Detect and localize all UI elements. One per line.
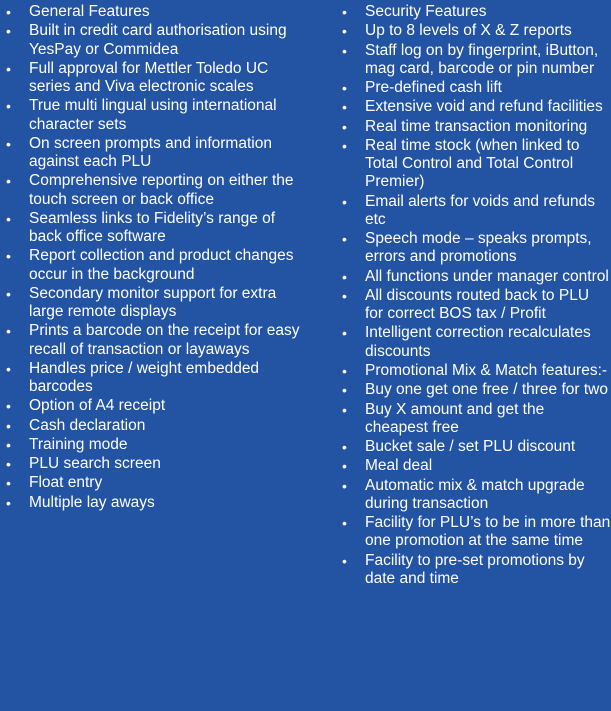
bullet-icon: •	[342, 287, 347, 304]
feature-text: Seamless links to Fidelity’s range of back office software	[29, 209, 276, 245]
feature-item	[336, 22, 611, 40]
feature-item	[0, 474, 300, 492]
feature-text: Secondary monitor support for extra large remote displays	[29, 284, 277, 320]
feature-text: Real time stock (when linked to Total Control and Total Control Premier)	[365, 136, 580, 191]
feature-item	[336, 552, 611, 588]
bullet-icon: •	[6, 475, 11, 492]
bullet-icon: •	[342, 268, 347, 285]
feature-item	[336, 230, 611, 266]
bullet-icon: •	[6, 60, 11, 77]
feature-item	[0, 135, 300, 171]
feature-text: Automatic mix & match upgrade during transaction	[365, 476, 585, 512]
bullet-icon: •	[342, 477, 347, 494]
feature-text: Facility for PLU’s to be in more than one promotion at the same time	[365, 514, 611, 550]
feature-item	[336, 514, 611, 550]
feature-text: Float entry	[29, 474, 103, 492]
feature-text: General Features	[29, 3, 150, 20]
feature-item	[0, 285, 300, 321]
bullet-icon: •	[342, 80, 347, 97]
bullet-icon: •	[6, 417, 11, 434]
bullet-icon: •	[6, 210, 11, 227]
feature-item	[336, 324, 611, 360]
feature-text: Email alerts for voids and refunds etc	[365, 192, 596, 228]
feature-text: Extensive void and refund facilities	[365, 98, 603, 116]
feature-text: Real time transaction monitoring	[365, 117, 588, 135]
feature-item	[0, 60, 300, 96]
bullet-icon: •	[6, 360, 11, 377]
feature-text: On screen prompts and information against each PLU	[29, 134, 272, 170]
bullet-icon: •	[342, 458, 347, 475]
security-features-list	[336, 3, 611, 589]
feature-text: Buy one get one free / three for two	[365, 381, 608, 399]
feature-item	[336, 457, 611, 475]
feature-text: Prints a barcode on the receipt for easy recall of transaction or layaways	[29, 322, 300, 358]
feature-text: Staff log on by fingerprint, iButton, mag card, barcode or pin number	[365, 41, 599, 77]
feature-text: Full approval for Mettler Toledo UC series and Viva electronic scales	[29, 59, 269, 95]
feature-item	[0, 3, 300, 21]
feature-text: True multi lingual using international character sets	[29, 97, 277, 133]
bullet-icon: •	[6, 456, 11, 473]
feature-text: Built in credit card authorisation using YesPay or Commidea	[29, 22, 287, 58]
feature-item	[0, 172, 300, 208]
feature-text: Security Features	[365, 3, 487, 20]
feature-item	[336, 477, 611, 513]
feature-text: Bucket sale / set PLU discount	[365, 438, 576, 456]
feature-text: Intelligent correction recalculates discounts	[365, 324, 591, 360]
feature-item	[336, 401, 611, 437]
feature-item	[336, 438, 611, 456]
feature-item	[336, 268, 611, 286]
feature-item	[0, 22, 300, 58]
feature-text: Meal deal	[365, 457, 433, 475]
bullet-icon: •	[342, 118, 347, 135]
bullet-icon: •	[342, 382, 347, 399]
feature-text: Cash declaration	[29, 416, 146, 434]
bullet-icon: •	[6, 285, 11, 302]
feature-item	[336, 118, 611, 136]
feature-text: Comprehensive reporting on either the touch screen or back office	[29, 172, 294, 208]
bullet-icon: •	[6, 173, 11, 190]
bullet-icon: •	[6, 135, 11, 152]
bullet-icon: •	[342, 401, 347, 418]
feature-item	[0, 97, 300, 133]
feature-item	[336, 362, 611, 380]
feature-item	[336, 42, 611, 78]
feature-item	[0, 417, 300, 435]
feature-item	[0, 360, 300, 396]
feature-text: Pre-defined cash lift	[365, 79, 502, 97]
feature-text: Facility to pre-set promotions by date and time	[365, 551, 585, 587]
bullet-icon: •	[342, 515, 347, 532]
bullet-icon: •	[342, 362, 347, 379]
feature-item	[0, 494, 300, 512]
bullet-icon: •	[342, 137, 347, 154]
bullet-icon: •	[342, 439, 347, 456]
feature-item	[0, 397, 300, 415]
feature-text: Handles price / weight embedded barcodes	[29, 359, 260, 395]
feature-item	[336, 98, 611, 116]
feature-text: Multiple lay aways	[29, 493, 155, 511]
bullet-icon: •	[342, 552, 347, 569]
bullet-icon: •	[6, 323, 11, 340]
bullet-icon: •	[6, 494, 11, 511]
bullet-icon: •	[342, 231, 347, 248]
bullet-icon: •	[342, 193, 347, 210]
feature-item	[336, 193, 611, 229]
feature-text: Buy X amount and get the cheapest free	[365, 400, 545, 436]
bullet-icon: •	[6, 436, 11, 453]
feature-text: Promotional Mix & Match features:-	[365, 361, 608, 379]
bullet-icon: •	[342, 99, 347, 116]
feature-item	[0, 436, 300, 454]
feature-text: Up to 8 levels of X & Z reports	[365, 22, 572, 40]
feature-item	[336, 79, 611, 97]
bullet-icon: •	[342, 4, 347, 20]
feature-item	[336, 137, 611, 192]
feature-item	[336, 3, 611, 21]
feature-text: Option of A4 receipt	[29, 397, 166, 415]
feature-item	[0, 322, 300, 358]
bullet-icon: •	[342, 325, 347, 342]
bullet-icon: •	[6, 248, 11, 265]
feature-item	[0, 210, 300, 246]
feature-item	[336, 381, 611, 399]
feature-item	[0, 247, 300, 283]
bullet-icon: •	[6, 98, 11, 115]
feature-item	[0, 455, 300, 473]
feature-text: Speech mode – speaks prompts, errors and promotions	[365, 230, 592, 266]
bullet-icon: •	[342, 23, 347, 40]
feature-text: Training mode	[29, 435, 128, 453]
feature-item	[336, 287, 611, 323]
bullet-icon: •	[6, 4, 11, 20]
feature-text: Report collection and product changes occur in the background	[29, 247, 294, 283]
general-features-list	[0, 3, 300, 513]
feature-text: All discounts routed back to PLU for correct BOS tax / Profit	[365, 286, 590, 323]
feature-text: PLU search screen	[29, 455, 161, 473]
feature-text: All functions under manager control	[365, 267, 609, 285]
bullet-icon: •	[6, 23, 11, 40]
bullet-icon: •	[6, 398, 11, 415]
bullet-icon: •	[342, 42, 347, 59]
